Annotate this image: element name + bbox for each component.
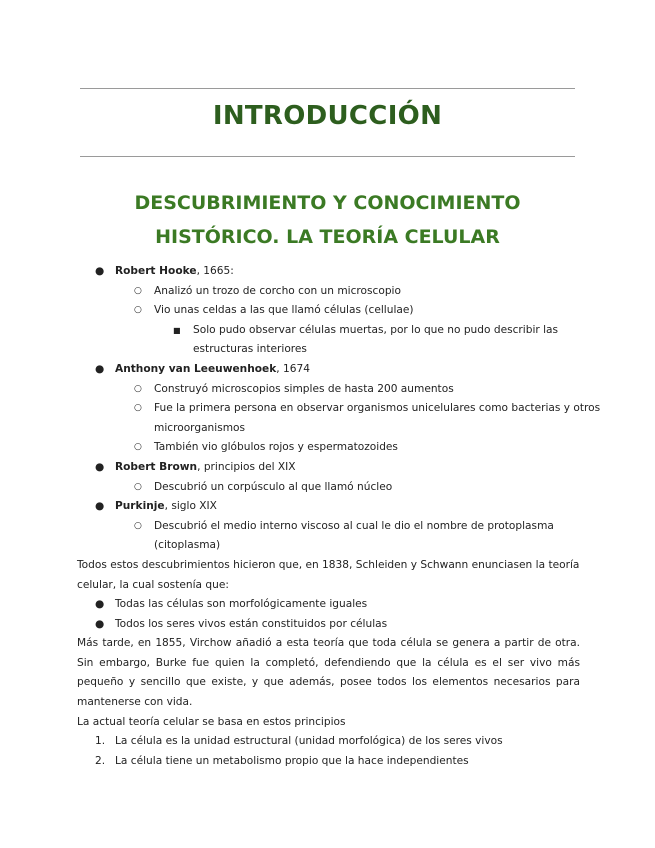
scientist-name: Robert Hooke (115, 265, 197, 277)
scientist-detail: , 1674 (276, 362, 310, 375)
list-item-text: Todos los seres vivos están constituidos por células (115, 617, 388, 630)
page-heading: INTRODUCCIÓN (212, 101, 443, 131)
list-item (77, 458, 580, 478)
bullet-circle-icon: ○ (134, 442, 142, 453)
scientist-name: Purkinje (115, 500, 165, 513)
paragraph: La actual teoría celular se basa en estos principios (77, 715, 346, 728)
list-item (77, 262, 580, 282)
section-heading (0, 186, 655, 254)
list-item (77, 497, 580, 517)
document-body (77, 262, 601, 771)
list-item (77, 321, 580, 341)
numbered-item (77, 732, 580, 752)
bullet-circle-icon: ○ (134, 305, 142, 316)
bullet-circle-icon: ○ (134, 383, 142, 394)
top-divider (80, 88, 575, 89)
scientist-detail: , principios del XIX (197, 460, 296, 473)
paragraph: Más tarde, en 1855, Virchow añadió a esta teoría que toda célula se genera a partir de otra. Sin embargo, Burke fue quien la completó, defendiendo que la célula es el ser vivo más pequeño y sencillo que existe, y que además, posee todos los elementos necesarios para mantenerse con vida. (77, 637, 580, 709)
bullet-disc-icon: ● (95, 362, 105, 375)
bullet-circle-icon: ○ (134, 520, 142, 531)
bullet-disc-icon: ● (95, 598, 105, 611)
list-item-text: microorganismos (154, 421, 246, 434)
bullet-disc-icon: ● (95, 500, 105, 513)
list-item (77, 595, 580, 615)
list-number: 1. (95, 735, 106, 748)
list-item-text: Descubrió el medio interno viscoso al cual le dio el nombre de protoplasma (154, 519, 554, 532)
list-item (77, 380, 580, 400)
bullet-circle-icon: ○ (134, 403, 142, 414)
bullet-square-icon: ■ (173, 325, 181, 335)
section-heading-line-1: DESCUBRIMIENTO Y CONOCIMIENTO (134, 192, 521, 214)
list-item-continuation (77, 536, 580, 556)
list-item-text: También vio glóbulos rojos y espermatozoides (154, 441, 398, 454)
bullet-disc-icon: ● (95, 265, 105, 277)
list-item-text: Construyó microscopios simples de hasta 200 aumentos (154, 382, 454, 395)
list-item-text: Vio unas celdas a las que llamó células (cellulae) (154, 304, 414, 317)
list-item (77, 438, 580, 458)
paragraph-line: celular, la cual sostenía que: (77, 578, 229, 591)
scientist-detail: , siglo XIX (164, 500, 217, 513)
list-item (77, 360, 580, 380)
scientist-name: Robert Brown (115, 460, 198, 473)
list-item-text: estructuras interiores (193, 343, 307, 356)
list-item-continuation (77, 340, 580, 360)
list-item (77, 301, 580, 321)
list-item-text: Solo pudo observar células muertas, por lo que no pudo describir las (193, 323, 559, 336)
list-item (77, 615, 580, 635)
list-item (77, 478, 580, 498)
list-item-text: Todas las células son morfológicamente iguales (115, 598, 368, 611)
scientist-name: Anthony van Leeuwenhoek (115, 362, 277, 375)
heading-divider (80, 156, 575, 157)
paragraph-line: Todos estos descubrimientos hicieron que, en 1838, Schleiden y Schwann enunciasen la teoría (77, 558, 580, 571)
list-item-text: Descubrió un corpúsculo al que llamó núcleo (154, 480, 393, 493)
bullet-circle-icon: ○ (134, 481, 142, 492)
list-item-continuation (77, 419, 580, 439)
list-item-text: Analizó un trozo de corcho con un microscopio (154, 284, 401, 297)
list-item-text: La célula es la unidad estructural (unidad morfológica) de los seres vivos (115, 735, 503, 748)
list-number: 2. (95, 754, 106, 767)
list-item (77, 517, 580, 537)
list-item (77, 399, 601, 419)
list-item-text: Fue la primera persona en observar organismos unicelulares como bacterias y otros (154, 402, 601, 415)
list-item (77, 282, 580, 302)
scientist-detail: , 1665: (196, 265, 234, 277)
bullet-disc-icon: ● (95, 617, 105, 630)
bullet-circle-icon: ○ (134, 285, 142, 296)
bullet-disc-icon: ● (95, 460, 105, 473)
list-item-text: (citoplasma) (154, 539, 221, 552)
list-item-text: La célula tiene un metabolismo propio que la hace independientes (115, 754, 469, 767)
section-heading-line-2: HISTÓRICO. LA TEORÍA CELULAR (155, 226, 500, 248)
numbered-item (77, 752, 580, 772)
